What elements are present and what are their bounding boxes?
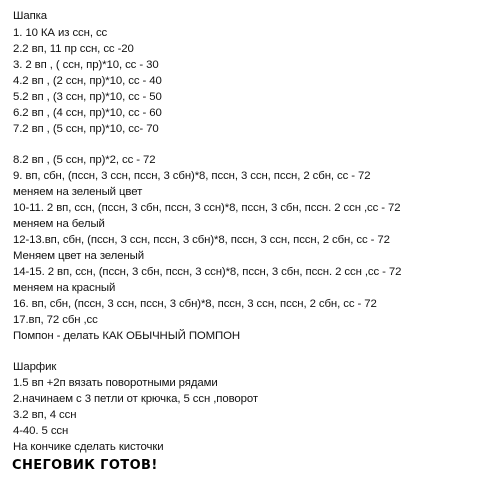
hat-row-2: 2.2 вп, 11 пр ссн, сс -20	[13, 43, 134, 55]
hat-row-14-15: 14-15. 2 вп, ссн, (пссн, 3 сбн, пссн, 3 ссн)*8, пссн, 3 сбн, пссн. 2 ссн ,сс - 72	[13, 266, 402, 278]
color-change-note: меняем на белый	[13, 218, 105, 230]
hat-title: Шапка	[13, 10, 48, 22]
color-change-note: меняем на зеленый цвет	[13, 186, 143, 198]
hat-row-7: 7.2 вп , (5 ссн, пр)*10, сс- 70	[13, 123, 159, 135]
scarf-row-4-40: 4-40. 5 ссн	[13, 425, 69, 437]
hat-row-16: 16. вп, сбн, (пссн, 3 ссн, пссн, 3 сбн)*8, пссн, 3 ссн, пссн, 2 сбн, сс - 72	[13, 298, 377, 310]
scarf-row-2: 2.начинаем с 3 петли от крючка, 5 ссн ,поворот	[13, 393, 258, 405]
hat-row-6: 6.2 вп , (4 ссн, пр)*10, сс - 60	[13, 107, 162, 119]
scarf-title: Шарфик	[13, 361, 57, 373]
scarf-row-1: 1.5 вп +2п вязать поворотными рядами	[13, 377, 218, 389]
hat-row-10-11: 10-11. 2 вп, ссн, (пссн, 3 сбн, пссн, 3 ссн)*8, пссн, 3 сбн, пссн. 2 ссн ,сс - 72	[13, 202, 401, 214]
hat-row-12-13: 12-13.вп, сбн, (пссн, 3 ссн, пссн, 3 сбн)*8, пссн, 3 ссн, пссн, 2 сбн, сс - 72	[13, 234, 390, 246]
hat-row-1: 1. 10 КА из ссн, сс	[13, 27, 108, 39]
pompom-note: Помпон - делать КАК ОБЫЧНЫЙ ПОМПОН	[13, 330, 241, 342]
hat-row-3: 3. 2 вп , ( ссн, пр)*10, сс - 30	[13, 59, 159, 71]
hat-row-17: 17.вп, 72 сбн ,сс	[13, 314, 98, 326]
hat-row-9: 9. вп, сбн, (пссн, 3 ссн, пссн, 3 сбн)*8, пссн, 3 ссн, пссн, 2 сбн, сс - 72	[13, 170, 371, 182]
color-change-note: меняем на красный	[13, 282, 116, 294]
tassel-note: На кончике сделать кисточки	[13, 441, 164, 453]
snowman-done-heading: СНЕГОВИК ГОТОВ!	[12, 458, 158, 473]
scarf-row-3: 3.2 вп, 4 ссн	[13, 409, 77, 421]
color-change-note: Меняем цвет на зеленый	[13, 250, 144, 262]
hat-row-5: 5.2 вп , (3 ссн, пр)*10, сс - 50	[13, 91, 162, 103]
hat-row-4: 4.2 вп , (2 ссн, пр)*10, сс - 40	[13, 75, 162, 87]
hat-row-8: 8.2 вп , (5 ссн, пр)*2, сс - 72	[13, 154, 156, 166]
